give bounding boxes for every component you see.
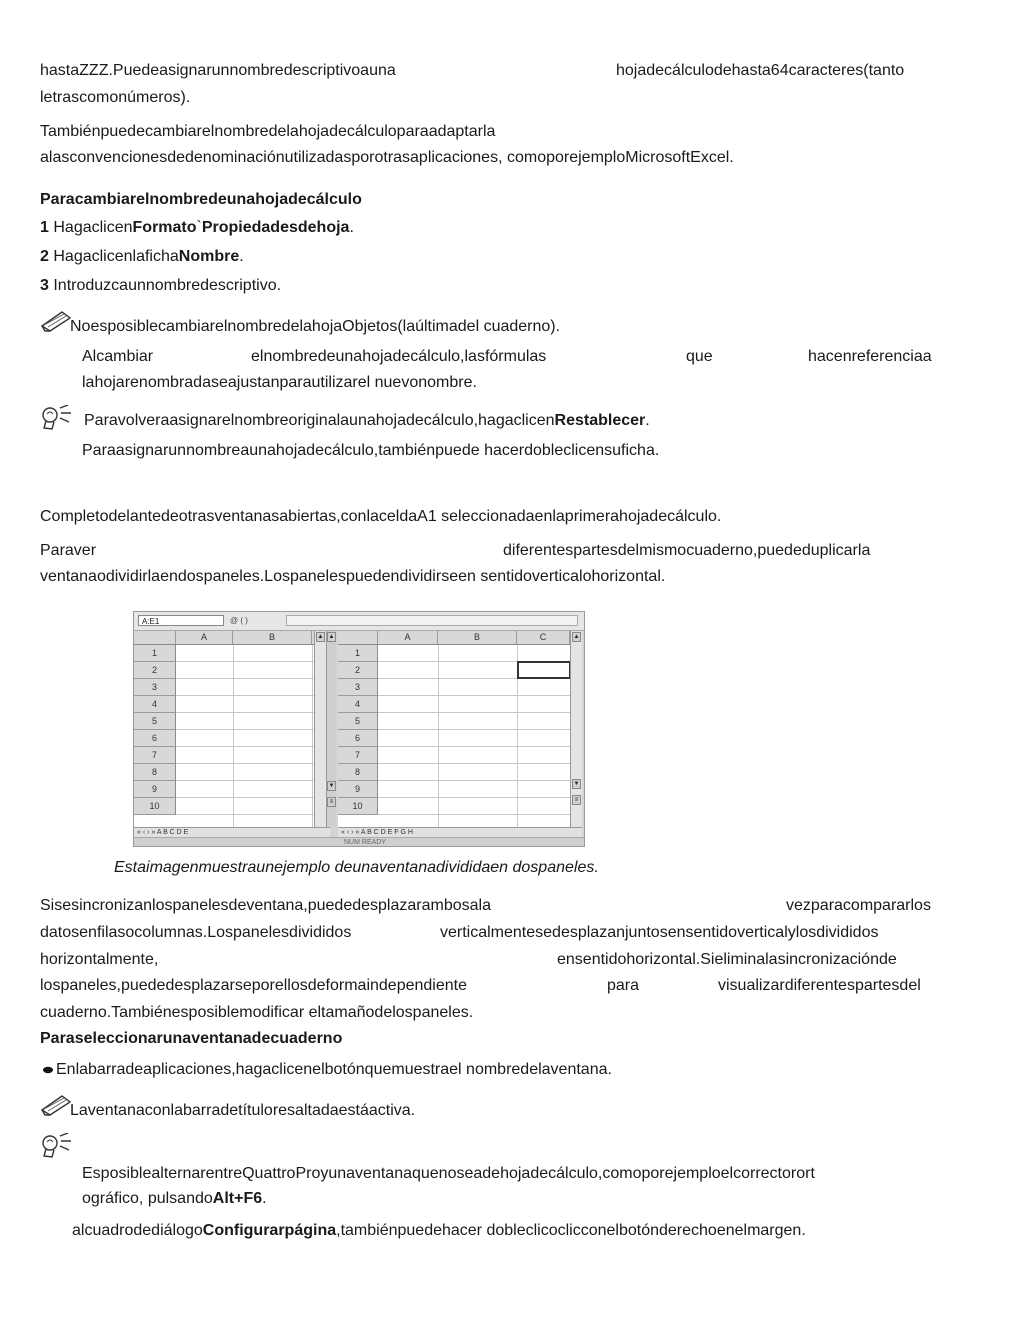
scroll-down-arrow[interactable]: ▼	[573, 781, 580, 787]
bullet-item	[42, 1060, 612, 1080]
note-text	[70, 317, 560, 337]
left-vertical-scrollbar[interactable]	[314, 631, 326, 827]
text-line: lahojarenombradaseajustanparautilizarel nuevonombre.	[82, 374, 477, 391]
right-sheet-tabs[interactable]	[338, 827, 582, 837]
row-header: 8	[338, 764, 378, 781]
tip-text-part: Paravolveraasignarelnombreoriginalaunahojadecálculo,hagaclicen	[84, 412, 555, 429]
text-line: Completodelantedeotrasventanasabiertas,conlaceldaA1 seleccionadaenlaprimerahojadecálculo.	[40, 508, 722, 525]
left-sheet-tabs[interactable]	[134, 827, 330, 837]
step-text: `	[196, 219, 202, 236]
sheet-tab-strip[interactable]: « ‹ › » A B C D E	[137, 829, 189, 836]
row-header: 6	[338, 730, 378, 747]
text-line: ensentidohorizontal.Sieliminalasincronizaciónde	[557, 951, 897, 968]
text-line: verticalmentesedesplazanjuntosensentidoverticalylosdivididos	[440, 924, 879, 941]
row-header: 3	[338, 679, 378, 696]
row-header: 9	[134, 781, 176, 798]
row-header: 2	[338, 662, 378, 679]
text-line: hastaZZZ.Puedeasignarunnombredescriptivoauna	[40, 62, 396, 79]
row-header: 5	[134, 713, 176, 730]
bullet-text: Enlabarradeaplicaciones,hagaclicenelbotónquemuestrael nombredelaventana.	[56, 1061, 612, 1078]
row-header: 10	[134, 798, 176, 815]
section-heading: Paracambiarelnombredeunahojadecálculo	[40, 191, 362, 208]
step-2	[40, 247, 244, 267]
section-heading: Paraseleccionarunaventanadecuaderno	[40, 1030, 343, 1047]
row-header: 9	[338, 781, 378, 798]
row-header: 10	[338, 798, 378, 815]
note-text-b: Objetos(laúltimadel cuaderno).	[342, 318, 561, 335]
text-line: Alcambiar	[82, 348, 154, 365]
formula-bar	[134, 612, 584, 631]
column-header: A	[176, 631, 233, 645]
tip-text-part: ográfico, pulsando	[82, 1190, 213, 1207]
status-text: NUM READY	[344, 839, 387, 846]
text-line: hacenreferenciaa	[808, 348, 932, 365]
tip-text-part: .	[645, 412, 650, 429]
row-header: 1	[134, 645, 176, 662]
column-header: B	[233, 631, 312, 645]
step-text: Hagaclicen	[53, 219, 133, 236]
note-text: Laventanaconlabarradetítuloresaltadaestáactiva.	[70, 1102, 416, 1119]
step-bold: Propiedadesdehoja	[201, 219, 350, 236]
row-header: 4	[338, 696, 378, 713]
text-line	[72, 1221, 806, 1241]
row-header: 6	[134, 730, 176, 747]
pencil-note-icon	[40, 310, 72, 332]
text-line: horizontalmente,	[40, 951, 159, 968]
note-text-a: Noesposiblecambiarelnombredelahoja	[70, 318, 343, 335]
text-part: ,tambiénpuedehacer dobleclicoclicconelbotónderechoenelmargen.	[336, 1222, 806, 1239]
step-text: .	[239, 248, 244, 265]
formula-input	[286, 615, 578, 626]
text-line: ventanaodividirlaendospaneles.Lospanelespuedendividirseen sentidoverticalohorizontal.	[40, 568, 666, 585]
text-bold: Configurarpágina	[202, 1222, 337, 1239]
text-line: diferentespartesdelmismocuaderno,puededuplicarla	[503, 542, 871, 559]
text-line: Tambiénpuedecambiarelnombredelahojadecálculoparaadaptarla	[40, 123, 496, 140]
step-3	[40, 276, 281, 296]
scroll-up-arrow[interactable]: ▲	[328, 634, 335, 640]
text-line: que	[686, 348, 713, 365]
left-pane	[134, 631, 314, 827]
column-header: C	[517, 631, 570, 645]
corner-header	[338, 631, 378, 645]
scroll-down-arrow[interactable]: ▼	[328, 783, 335, 789]
text-line: lospaneles,puededesplazarseporellosdeformaindependiente	[40, 977, 467, 994]
sheet-tab-strip[interactable]: « ‹ › » A B C D E F G H	[341, 829, 413, 836]
right-pane	[338, 631, 570, 827]
figure-caption: Estaimagenmuestraunejemplo deunaventanadivididaen dospaneles.	[114, 859, 599, 876]
right-vertical-scrollbar[interactable]	[570, 631, 582, 827]
text-line: datosenfilasocolumnas.Lospanelesdivididos	[40, 924, 352, 941]
step-text: Introduzcaunnombredescriptivo.	[53, 277, 282, 294]
corner-header	[134, 631, 176, 645]
column-header: B	[438, 631, 517, 645]
text-line: hojadecálculodehasta64caracteres(tanto	[616, 62, 905, 79]
text-line: para	[607, 977, 640, 994]
tip-text: EsposiblealternarentreQuattroProyunaventanaquenoseadehojadecálculo,comoporejemploelcorrectorort	[82, 1165, 815, 1182]
selected-cell[interactable]	[517, 661, 570, 679]
step-bold: Nombre	[178, 248, 240, 265]
row-header: 1	[338, 645, 378, 662]
row-header: 7	[134, 747, 176, 764]
cell-name-box: A:E1	[138, 615, 224, 626]
text-line: Paraver	[40, 542, 97, 559]
step-1	[40, 218, 354, 238]
spreadsheet-screenshot	[133, 611, 585, 847]
tip-text	[84, 411, 650, 431]
tip-text-bold: Restablecer	[554, 412, 646, 429]
lightbulb-tip-icon	[40, 1133, 74, 1161]
text-line: alasconvencionesdedenominaciónutilizadasporotrasaplicaciones, comoporejemploMicrosoftExcel.	[40, 149, 734, 166]
text-line: vezparacompararlos	[786, 897, 931, 914]
step-bold: Formato	[132, 219, 197, 236]
lightbulb-tip-icon	[40, 405, 74, 433]
row-header: 3	[134, 679, 176, 696]
scroll-split-handle[interactable]: ≡	[327, 797, 336, 807]
text-line: Sisesincronizanlospanelesdeventana,puededesplazarambosala	[40, 897, 491, 914]
tip-text-bold: Alt+F6	[212, 1190, 263, 1207]
step-text: .	[349, 219, 354, 236]
scroll-up-arrow[interactable]: ▲	[317, 634, 324, 640]
pencil-note-icon	[40, 1094, 72, 1116]
text-line: visualizardiferentespartesdel	[718, 977, 921, 994]
row-header: 2	[134, 662, 176, 679]
step-number: 2	[40, 248, 49, 265]
tip-text-part: .	[262, 1190, 267, 1207]
text-part: alcuadrodediálogo	[72, 1222, 203, 1239]
pane-splitter[interactable]	[326, 631, 336, 827]
text-line: elnombredeunahojadecálculo,lasfórmulas	[251, 348, 547, 365]
row-header: 4	[134, 696, 176, 713]
text-line: letrascomonúmeros).	[40, 89, 191, 106]
text-line: cuaderno.Tambiénesposiblemodificar eltamañodelospaneles.	[40, 1004, 474, 1021]
row-header: 7	[338, 747, 378, 764]
step-text: Hagaclicenlaficha	[53, 248, 179, 265]
scroll-split-handle[interactable]: ≡	[572, 795, 581, 805]
formula-icons: @ ( )	[230, 616, 248, 625]
scroll-up-arrow[interactable]: ▲	[573, 634, 580, 640]
row-header: 5	[338, 713, 378, 730]
step-number: 1	[40, 219, 49, 236]
text-line: Paraasignarunnombreaunahojadecálculo,tambiénpuede hacerdobleclicensuficha.	[82, 442, 660, 459]
step-number: 3	[40, 277, 49, 294]
column-header: A	[378, 631, 438, 645]
row-header: 8	[134, 764, 176, 781]
tip-text	[82, 1189, 267, 1209]
status-bar	[134, 837, 584, 847]
bullet-dot-icon	[42, 1065, 54, 1075]
